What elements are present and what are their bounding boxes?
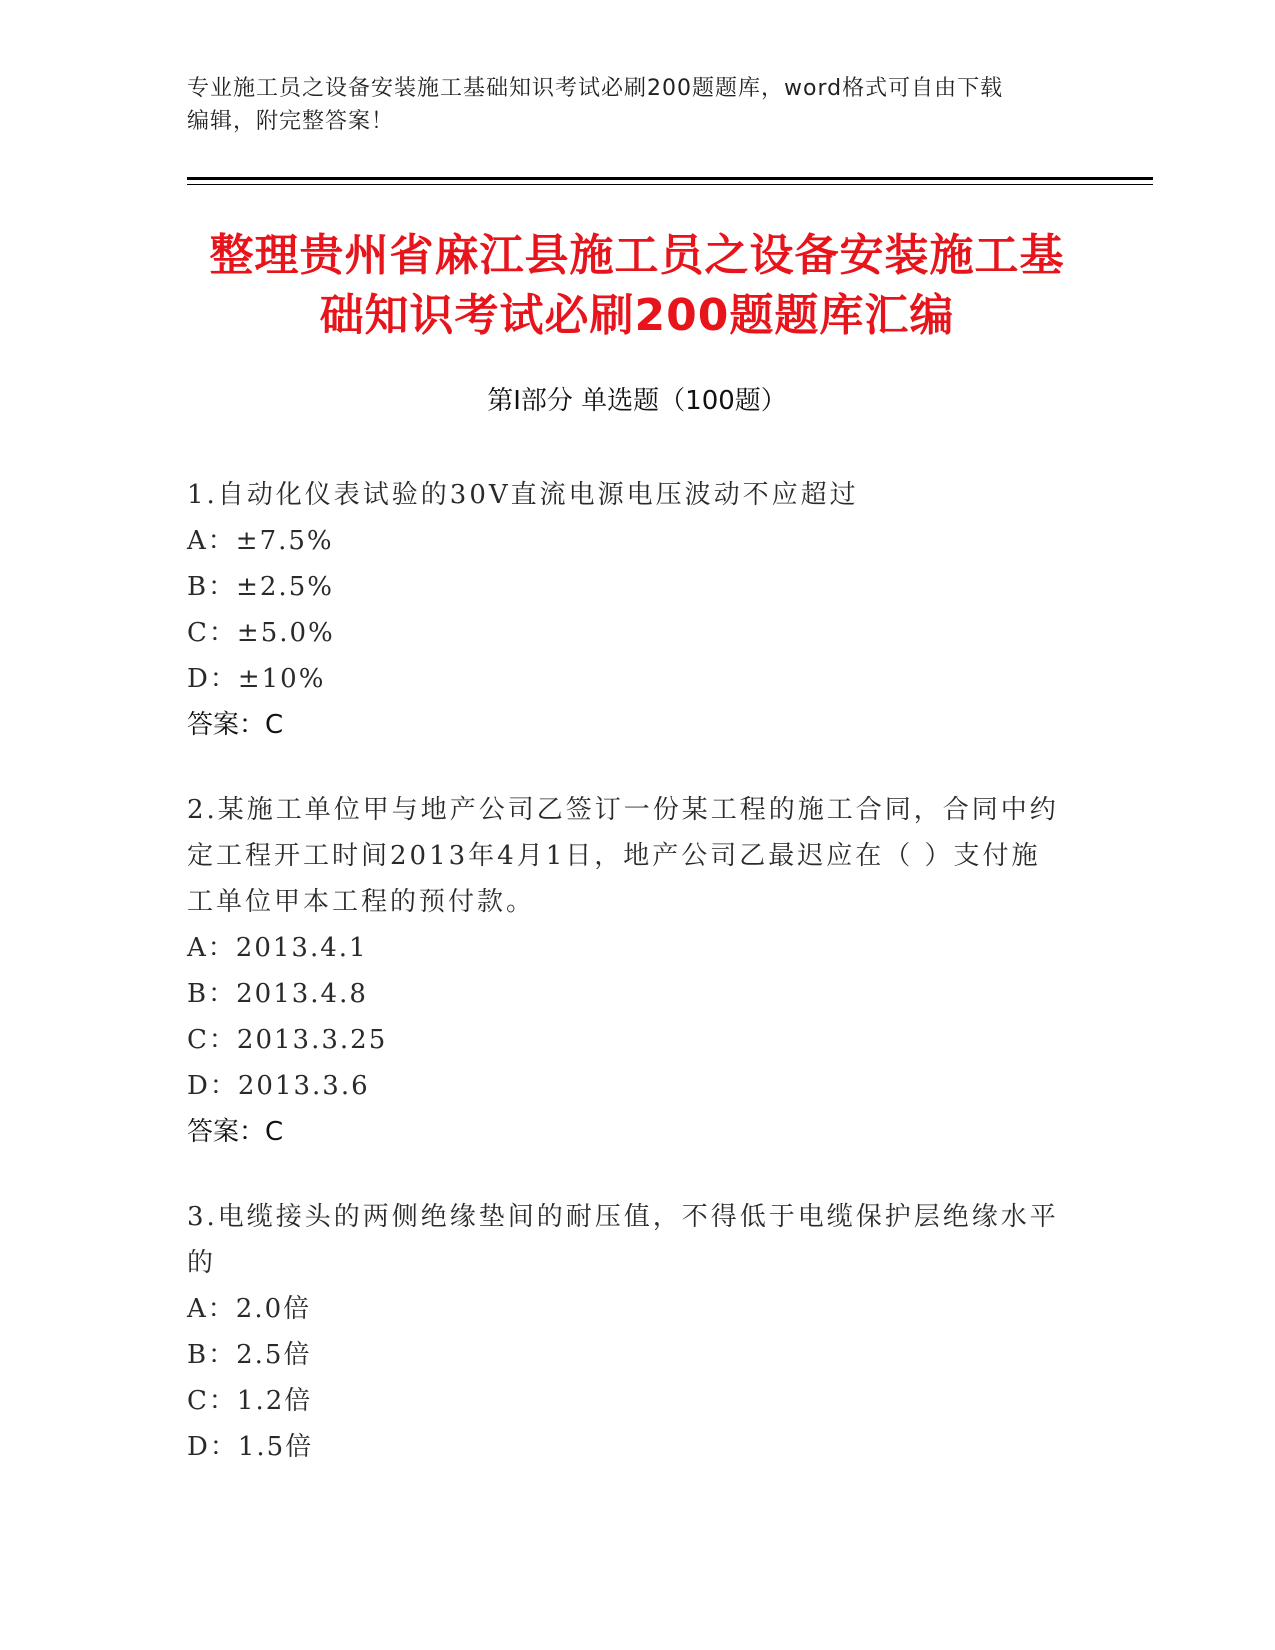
question-1 bbox=[187, 472, 1067, 748]
option-text: ±10% bbox=[237, 664, 326, 694]
option-letter: D： bbox=[187, 1071, 238, 1101]
option-letter: A： bbox=[187, 1294, 236, 1324]
question-2 bbox=[187, 787, 1067, 1155]
option-text: 1.2倍 bbox=[236, 1386, 313, 1416]
option-b bbox=[187, 971, 1067, 1017]
option-c bbox=[187, 610, 1067, 656]
option-letter: B： bbox=[187, 1340, 237, 1370]
option-letter: B： bbox=[187, 979, 237, 1009]
option-d bbox=[187, 1063, 1067, 1109]
option-letter: C： bbox=[187, 618, 237, 648]
option-letter: A： bbox=[187, 526, 236, 556]
option-letter: D： bbox=[187, 1432, 238, 1462]
option-b bbox=[187, 1332, 1067, 1378]
option-a bbox=[187, 518, 1067, 564]
option-a bbox=[187, 1286, 1067, 1332]
answer: 答案：C bbox=[187, 1117, 284, 1147]
header-divider-thick bbox=[187, 177, 1153, 180]
document-title-line-2: 础知识考试必刷200题题库汇编 bbox=[319, 290, 955, 341]
section-title: 第Ⅰ部分 单选题（100题） bbox=[487, 386, 787, 416]
option-letter: B： bbox=[187, 572, 237, 602]
option-text: 2.0倍 bbox=[235, 1294, 312, 1324]
option-text: 2.5倍 bbox=[236, 1340, 312, 1370]
question-list bbox=[187, 472, 1067, 1509]
answer: 答案：C bbox=[187, 710, 284, 740]
header-note bbox=[187, 72, 1077, 138]
option-letter: A： bbox=[187, 933, 236, 963]
header-divider-thin bbox=[187, 184, 1153, 185]
question-3 bbox=[187, 1194, 1067, 1470]
option-d bbox=[187, 656, 1067, 702]
option-text: 2013.3.6 bbox=[237, 1071, 370, 1101]
question-stem: 1.自动化仪表试验的30V直流电源电压波动不应超过 bbox=[187, 480, 859, 510]
option-text: ±5.0% bbox=[236, 618, 335, 648]
option-c bbox=[187, 1017, 1067, 1063]
option-text: 1.5倍 bbox=[237, 1432, 314, 1462]
option-letter: D： bbox=[187, 664, 238, 694]
option-text: ±7.5% bbox=[235, 526, 334, 556]
option-a bbox=[187, 925, 1067, 971]
question-stem: 2.某施工单位甲与地产公司乙签订一份某工程的施工合同，合同中约定工程开工时间2013年4月1日，地产公司乙最迟应在（ ）支付施工单位甲本工程的预付款。 bbox=[187, 795, 1059, 917]
option-text: 2013.4.1 bbox=[235, 933, 368, 963]
option-text: 2013.3.25 bbox=[236, 1025, 388, 1055]
option-d bbox=[187, 1424, 1067, 1470]
option-text: ±2.5% bbox=[236, 572, 334, 602]
option-text: 2013.4.8 bbox=[236, 979, 368, 1009]
question-stem: 3.电缆接头的两侧绝缘垫间的耐压值，不得低于电缆保护层绝缘水平的 bbox=[187, 1202, 1059, 1278]
document-title-line-1: 整理贵州省麻江县施工员之设备安装施工基 bbox=[209, 230, 1065, 281]
header-note-line-2: 编辑，附完整答案！ bbox=[187, 109, 395, 134]
option-c bbox=[187, 1378, 1067, 1424]
option-b bbox=[187, 564, 1067, 610]
header-note-line-1: 专业施工员之设备安装施工基础知识考试必刷200题题库，word格式可自由下载 bbox=[187, 76, 1004, 101]
option-letter: C： bbox=[187, 1025, 237, 1055]
option-letter: C： bbox=[187, 1386, 237, 1416]
document-title bbox=[187, 226, 1087, 346]
